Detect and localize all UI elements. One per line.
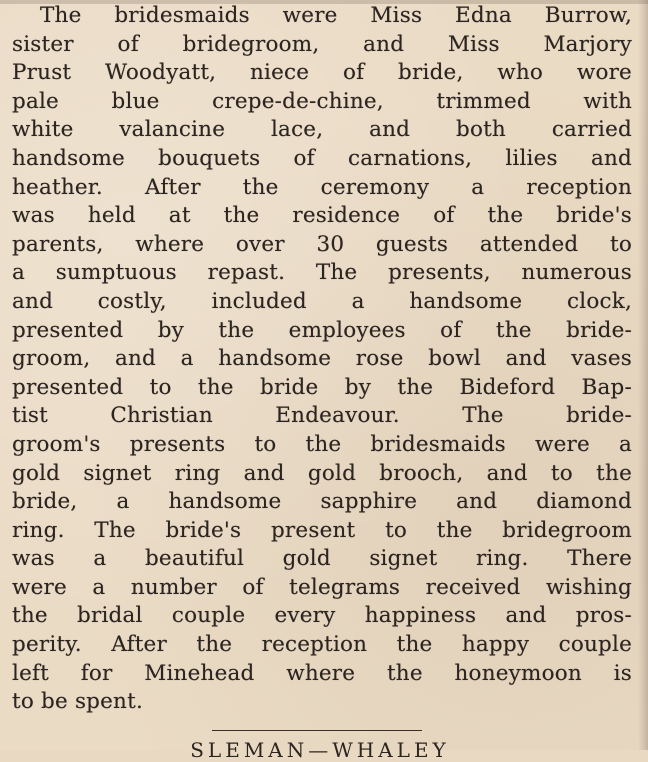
section-divider-rule [212,730,422,731]
article-line: The bridesmaids were Miss Edna Burrow, [40,3,632,28]
article-line: perity. After the reception the happy couple [12,632,632,658]
article-line: heather. After the ceremony a reception [12,174,632,200]
article-line: handsome bouquets of carnations, lilies and [12,145,632,171]
article-line: presented by the employees of the bride- [12,317,632,343]
article-line-final: to be spent. [12,689,143,715]
article-line: left for Minehead where the honeymoon is [12,660,632,686]
article-line: pale blue crepe-de-chine, trimmed with [12,88,632,114]
article-line: groom, and a handsome rose bowl and vases [12,346,632,372]
article-line: white valancine lace, and both carried [12,117,632,143]
article-line: presented to the bride by the Bideford Bap- [12,374,632,400]
article-line: the bridal couple every happiness and pros- [12,603,632,629]
article-line: groom's presents to the bridesmaids were a [12,431,632,457]
article-body [12,2,632,717]
article-line: ring. The bride's present to the bridegroom [12,517,632,543]
next-article-heading: SLEMAN—WHALEY [190,738,450,762]
article-line: and costly, included a handsome clock, [12,288,632,314]
article-line: sister of bridegroom, and Miss Marjory [12,31,632,57]
article-line: was held at the residence of the bride's [12,203,632,229]
article-line: gold signet ring and gold brooch, and to the [12,460,632,486]
article-line: were a number of telegrams received wishing [12,574,632,600]
article-line: a sumptuous repast. The presents, numerous [12,260,632,286]
article-line: parents, where over 30 guests attended to [12,231,632,257]
clipping-right-edge [638,0,648,750]
article-line: Prust Woodyatt, niece of bride, who wore [12,60,632,86]
article-line: bride, a handsome sapphire and diamond [12,489,632,515]
article-line: tist Christian Endeavour. The bride- [12,403,632,429]
article-line: was a beautiful gold signet ring. There [12,546,632,572]
